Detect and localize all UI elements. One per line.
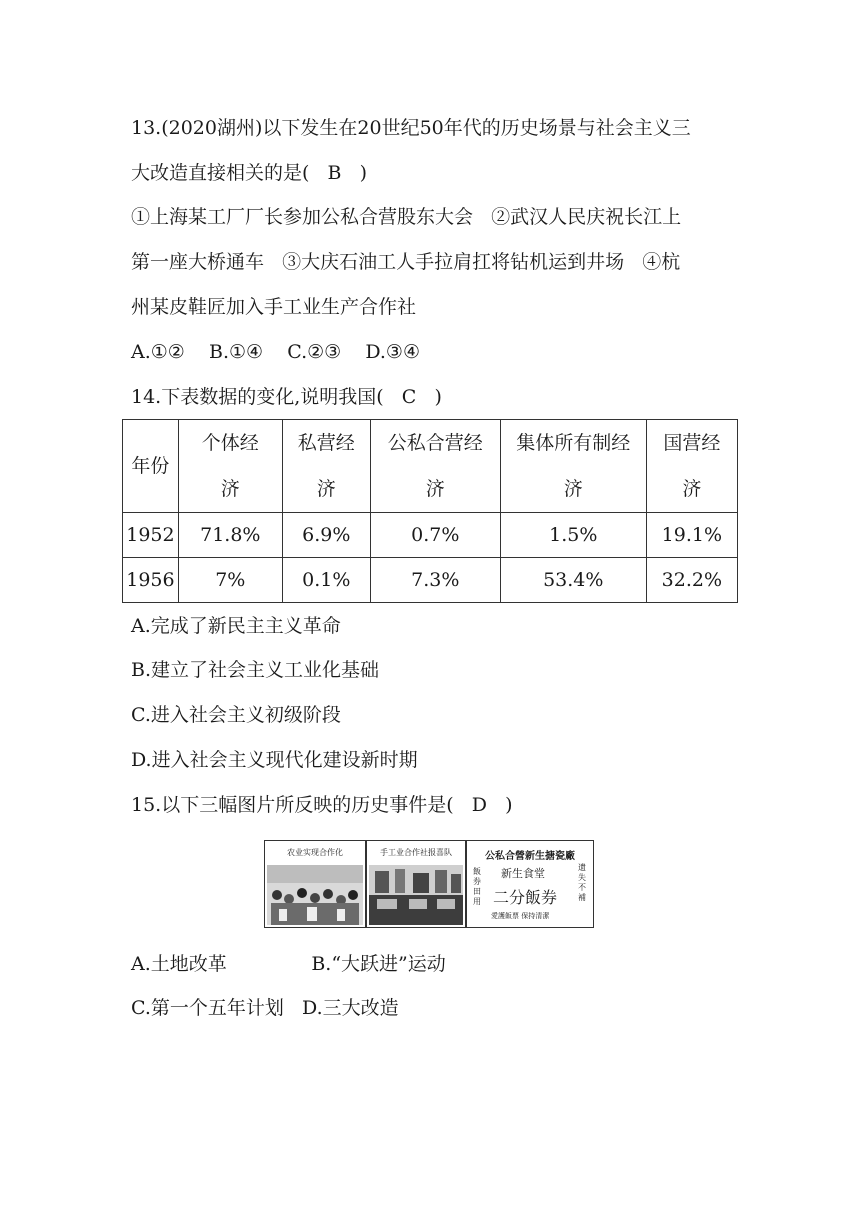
table-cell: 0.1%	[282, 558, 370, 603]
picture-caption: 农业实现合作化	[287, 848, 343, 857]
header-collective: 集体所有制经 济	[500, 420, 646, 513]
parade-photo-icon	[369, 865, 463, 925]
picture-caption: 手工业合作社报喜队	[380, 848, 452, 857]
table-row	[123, 558, 738, 603]
table-header-row	[123, 420, 738, 513]
q15-options-line1: A.土地改革 B.“大跃进”运动	[131, 953, 446, 975]
table-cell: 32.2%	[646, 558, 737, 603]
table-cell: 1.5%	[500, 513, 646, 558]
ticket-title: 新生食堂	[501, 867, 545, 880]
table-cell: 6.9%	[282, 513, 370, 558]
q15-options-line2: C.第一个五年计划 D.三大改造	[131, 997, 399, 1019]
ticket-right-text: 遗失不補	[578, 863, 586, 902]
q13-items-line3: 州某皮鞋匠加入手工业生产合作社	[131, 296, 417, 318]
history-pictures	[264, 840, 594, 928]
table-cell: 0.7%	[370, 513, 500, 558]
q14-option-d: D.进入社会主义现代化建设新时期	[131, 749, 418, 771]
picture-meal-ticket	[466, 840, 594, 928]
table-cell: 1952	[123, 513, 179, 558]
picture-handicraft-cooperative	[366, 840, 466, 928]
crowd-photo-icon	[267, 865, 363, 925]
table-cell: 7.3%	[370, 558, 500, 603]
ticket-main-text: 二分飯券	[493, 888, 558, 907]
header-private: 私营经 济	[282, 420, 370, 513]
q14-option-b: B.建立了社会主义工业化基础	[131, 659, 380, 681]
q14-option-a: A.完成了新民主主义革命	[131, 615, 341, 637]
table-cell: 7%	[178, 558, 282, 603]
table-cell: 53.4%	[500, 558, 646, 603]
q13-stem-line1: 13.(2020湖州)以下发生在20世纪50年代的历史场景与社会主义三	[131, 117, 691, 139]
ticket-left-text: 飯券田用	[473, 867, 481, 906]
table-cell: 19.1%	[646, 513, 737, 558]
table-cell: 71.8%	[178, 513, 282, 558]
table-row	[123, 513, 738, 558]
header-year: 年份	[123, 420, 179, 513]
q13-items-line2: 第一座大桥通车 ③大庆石油工人手拉肩扛将钻机运到井场 ④杭	[131, 251, 681, 273]
economy-table	[122, 419, 738, 603]
q13-items-line1: ①上海某工厂厂长参加公私合营股东大会 ②武汉人民庆祝长江上	[131, 206, 682, 228]
q15-stem: 15.以下三幅图片所反映的历史事件是( D )	[131, 794, 513, 816]
header-joint: 公私合营经 济	[370, 420, 500, 513]
header-state: 国营经 济	[646, 420, 737, 513]
picture-agriculture-cooperative	[264, 840, 366, 928]
q14-stem: 14.下表数据的变化,说明我国( C )	[131, 386, 442, 408]
ticket-bottom-text: 愛護飯票 保持清潔	[491, 912, 550, 920]
table-cell: 1956	[123, 558, 179, 603]
picture-caption: 公私合營新生搪瓷廠	[485, 851, 575, 862]
q13-options: A.①② B.①④ C.②③ D.③④	[131, 341, 420, 363]
q14-option-c: C.进入社会主义初级阶段	[131, 704, 341, 726]
header-individual: 个体经 济	[178, 420, 282, 513]
q13-stem-line2: 大改造直接相关的是( B )	[131, 162, 368, 184]
